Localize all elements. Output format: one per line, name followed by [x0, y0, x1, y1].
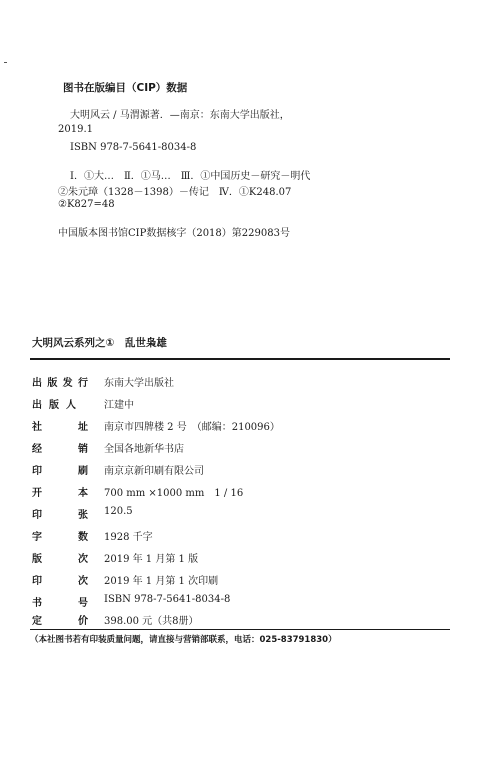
info-row-publisher-person — [32, 396, 452, 412]
info-label: 定价 — [32, 616, 88, 627]
info-value: 2019 年 1 月第 1 次印刷 — [104, 576, 219, 587]
cip-title: 图书在版编目（CIP）数据 — [63, 82, 188, 94]
info-row-printer — [32, 462, 452, 478]
cip-line: 2019.1 — [58, 124, 93, 135]
info-row-distributor — [32, 440, 452, 456]
info-value: 120.5 — [104, 506, 133, 517]
info-row-format — [32, 484, 452, 500]
info-value: 2019 年 1 月第 1 版 — [104, 554, 199, 565]
info-row-word-count — [32, 528, 452, 544]
cip-line: 大明风云 / 马渭源著．—南京：东南大学出版社， — [70, 110, 290, 121]
info-value: 700 mm ×1000 mm 1 / 16 — [104, 488, 244, 499]
info-row-edition — [32, 550, 452, 566]
cip-line: ②K827=48 — [58, 199, 115, 210]
divider-bottom — [30, 629, 450, 630]
cip-registration-note: 中国版本图书馆CIP数据核字（2018）第229083号 — [58, 228, 290, 239]
info-row-publisher — [32, 374, 452, 390]
info-label: 经销 — [32, 444, 88, 455]
info-value: 全国各地新华书店 — [104, 444, 184, 455]
info-label: 印刷 — [32, 466, 88, 477]
info-value: ISBN 978-7-5641-8034-8 — [104, 594, 231, 605]
cip-line: Ⅰ．①大… Ⅱ．①马… Ⅲ．①中国历史－研究－明代 — [70, 171, 311, 182]
info-row-isbn — [32, 594, 452, 610]
divider-top — [30, 358, 450, 360]
cip-line: ISBN 978-7-5641-8034-8 — [70, 142, 197, 153]
info-label: 出版人 — [32, 400, 76, 411]
margin-mark — [4, 62, 7, 63]
info-row-impression — [32, 572, 452, 588]
info-label: 字数 — [32, 532, 88, 543]
info-row-address — [32, 418, 452, 434]
cip-line: ②朱元璋（1328－1398）－传记 Ⅳ．①K248.07 — [58, 187, 292, 198]
info-value: 江建中 — [104, 400, 134, 411]
info-value: 398.00 元（共8册） — [104, 616, 199, 627]
info-row-sheets — [32, 506, 452, 522]
quality-contact-note: （本社图书若有印装质量问题，请直接与营销部联系，电话：025-83791830） — [30, 635, 337, 645]
info-label: 出版发行 — [32, 378, 88, 389]
info-label: 印张 — [32, 510, 88, 521]
info-label: 书号 — [32, 598, 88, 609]
info-label: 版次 — [32, 554, 88, 565]
info-label: 开本 — [32, 488, 88, 499]
info-value: 东南大学出版社 — [104, 378, 174, 389]
info-row-price — [32, 612, 452, 628]
info-value: 南京京新印刷有限公司 — [104, 466, 204, 477]
info-value: 南京市四牌楼 2 号 （邮编：210096） — [104, 422, 280, 433]
series-title: 大明风云系列之① 乱世枭雄 — [32, 337, 167, 349]
info-value: 1928 千字 — [104, 532, 153, 543]
info-label: 社址 — [32, 422, 88, 433]
info-label: 印次 — [32, 576, 88, 587]
